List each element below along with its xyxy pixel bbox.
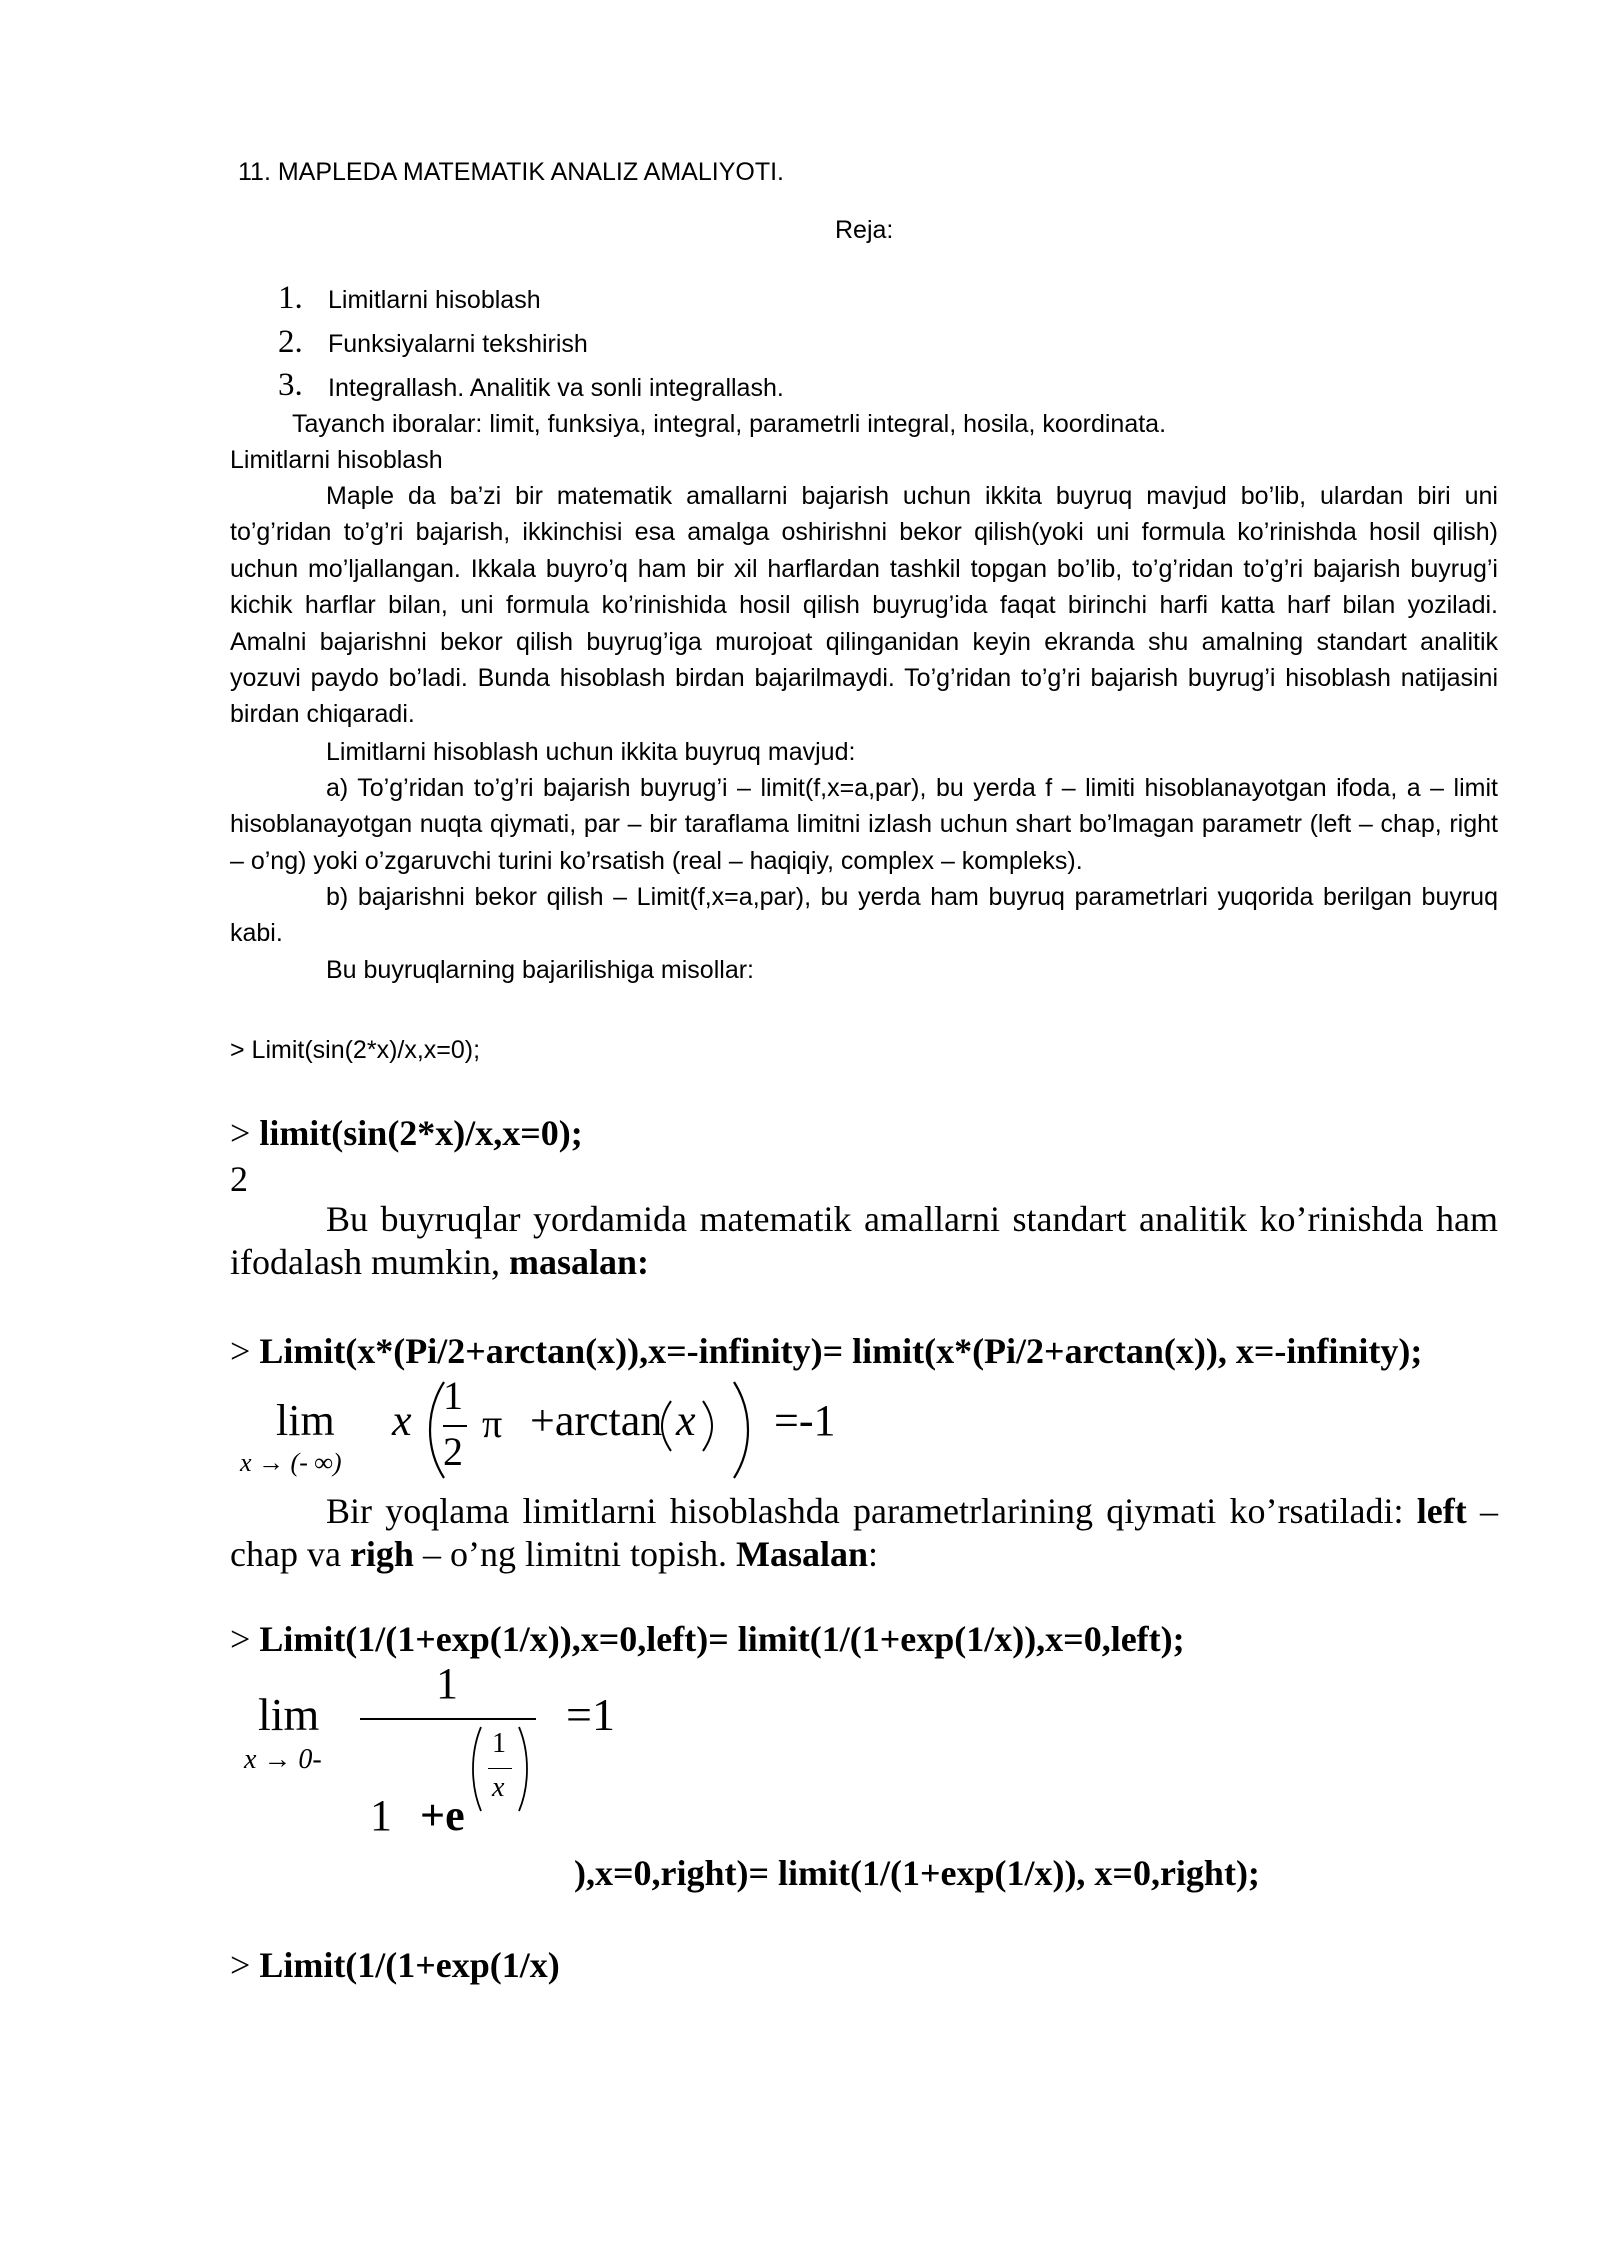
maple-command-fragment [574, 1852, 1260, 1894]
paragraph-bold: masalan: [508, 1242, 649, 1282]
maple-result: 2 [230, 1159, 248, 1199]
list-item-text: Limitlarni hisoblash [328, 286, 541, 314]
right-paren-icon [516, 1724, 530, 1814]
document-title: 11. MAPLEDA MATEMATIK ANALIZ AMALIYOTI. [238, 158, 784, 186]
list-item [278, 367, 303, 404]
arctan-term: +arctan [530, 1396, 663, 1445]
paragraph-text: b) bajarishni bekor qilish – Limit(f,x=a,par), bu yerda ham buyruq parametrlari yuqorida berilgan buyruq kabi. [230, 883, 1498, 948]
exponent-numerator: 1 [492, 1728, 506, 1759]
paragraph-text: – chap va [230, 1491, 1499, 1574]
left-paren-icon [470, 1724, 484, 1814]
fraction-denominator: 2 [443, 1429, 463, 1474]
command-text: limit(sin(2*x)/x,x=0); [259, 1113, 583, 1153]
exponent-denominator: x [492, 1772, 505, 1803]
math-variable: x [392, 1396, 412, 1445]
paragraph-bold: Masalan [735, 1534, 868, 1574]
right-paren-icon [730, 1378, 754, 1482]
section-heading: Limitlarni hisoblash [230, 446, 443, 474]
command-text: Limit(1/(1+exp(1/x) [259, 1945, 560, 1985]
list-item [278, 324, 303, 361]
prompt: > [230, 1331, 251, 1371]
limit-result: =1 [566, 1689, 615, 1740]
plan-label: Reja: [835, 216, 894, 244]
paragraph-bold: left [1416, 1491, 1467, 1531]
paragraph [230, 879, 1498, 952]
paragraph-text: a) To’g’ridan to’g’ri bajarish buyrug’i – limit(f,x=a,par), bu yerda f – limiti hisoblanayotgan ifoda, a – limit hisoblanayotgan nuqta qiymati, par – bir taraflama limitni izlash uchun shart bo’lmagan parametr (left – chap, right – o’ng) yoki o’zgaruvchi turini ko’rsatish (real – haqiqiy, complex – kompleks). [230, 774, 1498, 875]
limit-result: =-1 [774, 1396, 836, 1445]
paragraph-text: Maple da ba’zi bir matematik amallarni bajarish uchun ikkita buyruq mavjud bo’lib, ulardan biri uni to’g’ridan to’g’ri bajarish, ikkinchisi esa amalga oshirishni bekor qilish(yoki uni formula ko’rinishda hosil qilish) uchun mo’ljallangan. Ikkala buyro’q ham bir xil harflardan tashkil topgan bo’lib, to’g’ridan to’g’ri bajarish buyrug’i kichik harflar bilan, uni formula ko’rinishida hosil qilish buyrug’ida faqat birinchi harfi katta harf bilan yoziladi. Amalni bajarishni bekor qilish buyrug’iga murojoat qilinganidan keyin ekranda shu amalning standart analitik yozuvi paydo bo’ladi. Bunda hisoblash birdan bajarilmaydi. To’g’ridan to’g’ri bajarish buyrug’i hisoblash natijasini birdan chiqaradi. [230, 482, 1498, 729]
paragraph [230, 770, 1498, 879]
list-item-text: Integrallash. Analitik va sonli integrallash. [328, 374, 784, 402]
list-item [278, 280, 303, 317]
left-paren-icon [658, 1398, 674, 1454]
paragraph: Bu buyruqlarning bajarilishiga misollar: [326, 956, 754, 984]
math-variable: x [676, 1396, 696, 1445]
paragraph-text: Bir yoqlama limitlarni hisoblashda parametrlarining qiymati ko’rsatiladi: [326, 1491, 1404, 1531]
lim-operator: lim [276, 1396, 335, 1445]
maple-command [230, 1112, 583, 1154]
keywords-line: Tayanch iboralar: limit, funksiya, integral, parametrli integral, hosila, koordinata. [292, 410, 1167, 438]
pi-symbol: π [482, 1401, 503, 1446]
exp-base: +e [420, 1791, 465, 1840]
prompt: > [230, 1619, 251, 1659]
paragraph-bold: righ [349, 1534, 414, 1574]
fraction-numerator: 1 [436, 1659, 458, 1708]
command-text: ),x=0,right)= limit(1/(1+exp(1/x)), x=0,right); [574, 1853, 1260, 1893]
fraction-bar [360, 1718, 536, 1720]
lim-subscript: x → (- ∞) [240, 1448, 342, 1477]
denominator-one: 1 [370, 1791, 392, 1840]
prompt: > [230, 1945, 251, 1985]
paragraph-text: – o’ng limitni topish. [422, 1534, 727, 1574]
paragraph: Limitlarni hisoblash uchun ikkita buyruq mavjud: [326, 738, 856, 766]
maple-command-small: > Limit(sin(2*x)/x,x=0); [230, 1036, 481, 1064]
list-number: 1. [278, 280, 303, 316]
fraction-bar [488, 1768, 512, 1769]
fraction-bar [443, 1425, 467, 1427]
command-text: Limit(1/(1+exp(1/x)),x=0,left)= limit(1/(1+exp(1/x)),x=0,left); [259, 1619, 1185, 1659]
list-number: 3. [278, 367, 303, 403]
command-text: Limit(x*(Pi/2+arctan(x)),x=-infinity)= limit(x*(Pi/2+arctan(x)), x=-infinity); [259, 1331, 1423, 1371]
paragraph [230, 1490, 1498, 1576]
lim-subscript: x → 0- [244, 1744, 322, 1775]
lim-operator: lim [258, 1689, 320, 1740]
paragraph [230, 1198, 1498, 1284]
prompt: > [230, 1113, 251, 1153]
maple-command [230, 1618, 1185, 1660]
maple-command [230, 1330, 1422, 1372]
paragraph-text: Bu buyruqlar yordamida matematik amallarni standart analitik ko’rinishda ham ifodalash mumkin, [230, 1199, 1498, 1282]
list-number: 2. [278, 324, 303, 360]
maple-command [230, 1944, 560, 1986]
right-paren-icon [700, 1398, 716, 1454]
fraction-numerator: 1 [443, 1373, 463, 1418]
list-item-text: Funksiyalarni tekshirish [328, 330, 588, 358]
paragraph [230, 478, 1498, 733]
paragraph-text: : [867, 1534, 878, 1574]
